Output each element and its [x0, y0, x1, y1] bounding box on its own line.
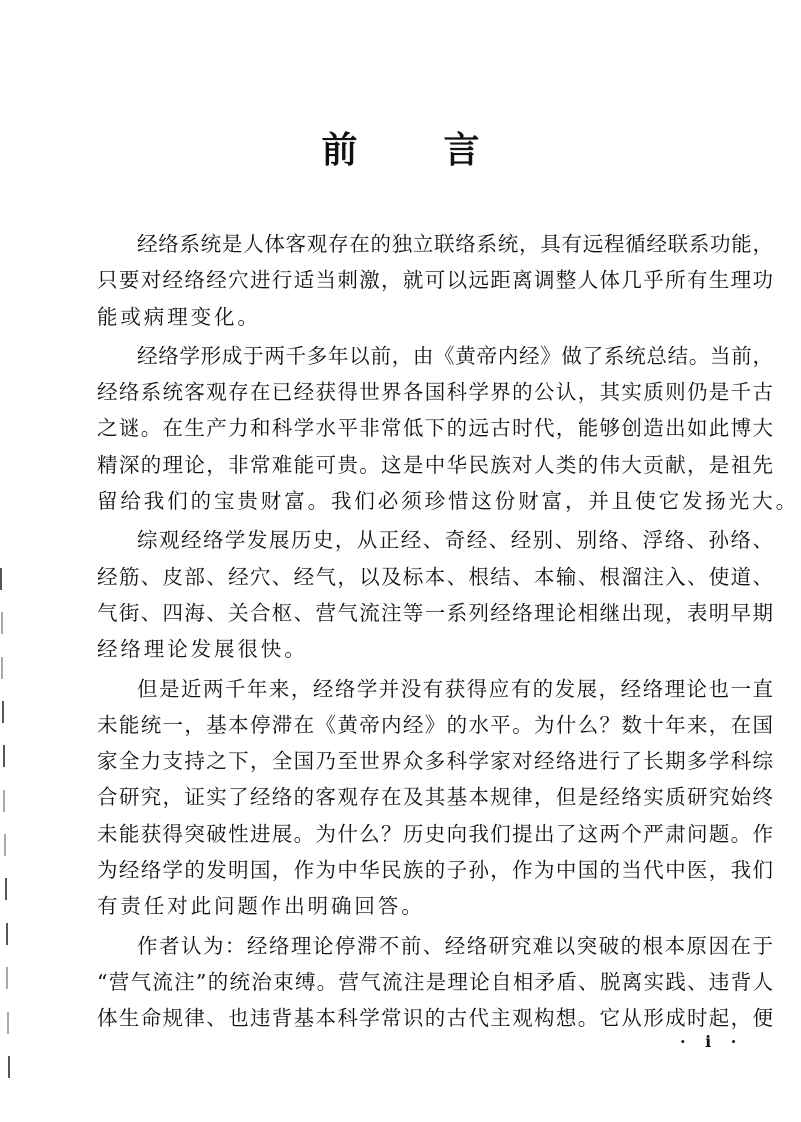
text-line: 精深的理论，非常难能可贵。这是中华民族对人类的伟大贡献，是祖先: [97, 452, 773, 477]
text-line: “营气流注”的统治束缚。营气流注是理论自相矛盾、脱离实践、违背人: [97, 969, 773, 994]
paragraph-4: [97, 671, 773, 925]
text-line: 合研究，证实了经络的客观存在及其基本规律，但是经络实质研究始终: [97, 785, 773, 810]
scan-mark: [0, 568, 2, 590]
page-number: · i ·: [680, 1032, 744, 1051]
text-line: 之谜。在生产力和科学水平非常低下的远古时代，能够创造出如此博大: [97, 416, 773, 441]
scan-mark: [2, 701, 4, 723]
text-line: 经筋、皮部、经穴、经气，以及标本、根结、本输、根溜注入、使道、: [97, 564, 773, 589]
text-line: 作者认为：经络理论停滞不前、经络研究难以突破的根本原因在于: [137, 933, 773, 958]
paragraph-1: [97, 226, 773, 335]
scan-mark: [4, 834, 6, 856]
scan-margin-marks: [0, 560, 20, 1120]
text-line: 经络理论发展很快。: [97, 637, 308, 662]
paragraph-3: [97, 522, 773, 667]
scan-mark: [6, 923, 8, 945]
text-line: 为经络学的发明国，作为中华民族的子孙，作为中国的当代中医，我们: [97, 858, 773, 883]
scan-mark: [5, 878, 7, 900]
scan-mark: [1, 657, 3, 679]
text-line: 综观经络学发展历史，从正经、奇经、经别、别络、浮络、孙络、: [137, 528, 773, 553]
scan-mark: [3, 745, 5, 767]
text-line: 只要对经络经穴进行适当刺激，就可以远距离调整人体几乎所有生理功: [97, 268, 773, 293]
scan-mark: [7, 1012, 9, 1034]
text-line: 体生命规律、也违背基本科学常识的古代主观构想。它从形成时起，便: [97, 1006, 773, 1031]
text-line: 能或病理变化。: [97, 304, 261, 329]
text-line: 但是近两千年来，经络学并没有获得应有的发展，经络理论也一直: [137, 676, 773, 701]
text-line: 未能获得突破性进展。为什么？历史向我们提出了这两个严肃问题。作: [97, 821, 773, 846]
scan-mark: [6, 967, 8, 989]
page-title: [0, 128, 801, 172]
text-line: 家全力支持之下，全国乃至世界众多科学家对经络进行了长期多学科综: [97, 749, 773, 774]
text-line: 经络学形成于两千多年以前，由《黄帝内经》做了系统总结。当前，: [137, 343, 773, 368]
text-line: 经络系统客观存在已经获得世界各国科学界的公认，其实质则仍是千古: [97, 380, 773, 405]
text-line: 气街、四海、关合枢、营气流注等一系列经络理论相继出现，表明早期: [97, 600, 773, 625]
paragraph-5: [97, 928, 773, 1037]
title-char-2: 言: [443, 129, 480, 171]
text-line: 经络系统是人体客观存在的独立联络系统，具有远程循经联系功能，: [137, 232, 773, 256]
text-line: 未能统一，基本停滞在《黄帝内经》的水平。为什么？数十年来，在国: [97, 712, 773, 737]
preface-body: [97, 226, 799, 1037]
text-line: 有责任对此问题作出明确回答。: [97, 894, 425, 919]
scan-mark: [1, 612, 3, 634]
paragraph-2: [97, 338, 799, 519]
scan-mark: [3, 790, 5, 812]
scan-mark: [8, 1056, 10, 1078]
title-char-1: 前: [321, 129, 358, 171]
text-line: 留给我们的宝贵财富。我们必须珍惜这份财富，并且使它发扬光大。: [97, 489, 799, 514]
